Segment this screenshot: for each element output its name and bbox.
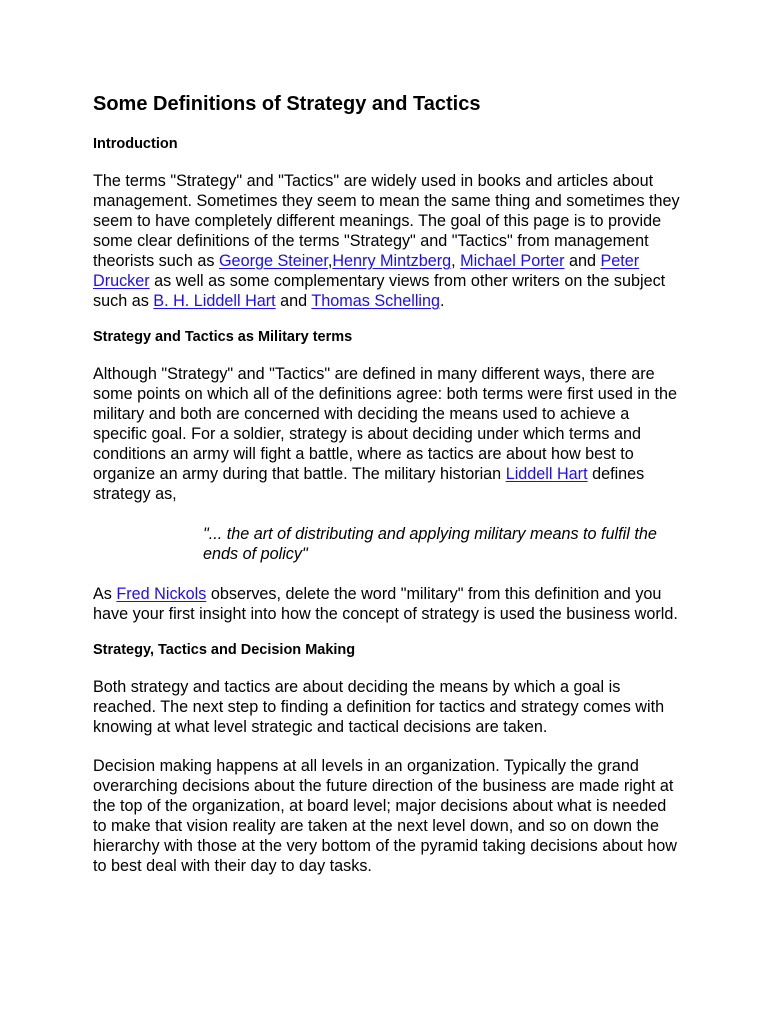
link-henry-mintzberg[interactable]: Henry Mintzberg [332,252,452,270]
liddell-hart-quote: "... the art of distributing and applying military means to fulfil the ends of policy" [203,525,657,563]
intro-paragraph [93,171,680,311]
heading-introduction: Introduction [93,136,178,152]
intro-text-2: and [564,252,601,270]
link-liddell-hart[interactable]: Liddell Hart [505,465,588,483]
link-michael-porter[interactable]: Michael Porter [460,252,565,270]
intro-sep-2: , [451,252,461,270]
link-fred-nickols[interactable]: Fred Nickols [116,585,207,603]
page-title: Some Definitions of Strategy and Tactics [93,93,481,115]
link-thomas-schelling[interactable]: Thomas Schelling [311,292,441,310]
intro-sep-1: , [327,252,333,270]
military-text-2: defines strategy as, [93,465,645,503]
military-paragraph [93,364,680,504]
nickols-paragraph [93,584,680,624]
link-peter-drucker[interactable]: Peter Drucker [93,252,640,290]
intro-text-4: and [275,292,312,310]
nickols-text-1: As [93,585,117,603]
link-george-steiner[interactable]: George Steiner [218,252,328,270]
decision-paragraph-1: Both strategy and tactics are about deciding the means by which a goal is reached. The next step to finding a definition for tactics and strategy comes with knowing at what level strategic and tactical decisions are taken. [93,678,665,736]
link-bh-liddell-hart[interactable]: B. H. Liddell Hart [153,292,276,310]
intro-text-5: . [440,292,445,310]
decision-paragraph-2: Decision making happens at all levels in an organization. Typically the grand overarching decisions about the future direction of the business are made right at the top of the organization, at board level; major decisions about what is needed to make that vision reality are taken at the next level down, and so on down the hierarchy with those at the very bottom of the pyramid taking decisions about how to best deal with their day to day tasks. [93,757,677,875]
heading-military-terms: Strategy and Tactics as Military terms [93,329,353,345]
military-text-1: Although "Strategy" and "Tactics" are defined in many different ways, there are some points on which all of the definitions agree: both terms were first used in the military and both are concerned with deciding the means used to achieve a specific goal. For a soldier, strategy is about deciding under which terms and conditions an army will fight a battle, where as tactics are about how best to organize an army during that battle. The military historian [93,365,677,483]
heading-decision-making: Strategy, Tactics and Decision Making [93,642,356,658]
nickols-text-2: observes, delete the word "military" from this definition and you have your first insight into how the concept of strategy is used the business world. [93,585,678,623]
intro-text-3: as well as some complementary views from other writers on the subject such as [93,272,666,310]
intro-text-1: The terms "Strategy" and "Tactics" are widely used in books and articles about management. Sometimes they seem to mean the same thing and sometimes they seem to have completely different meanings. The goal of this page is to provide some clear definitions of the terms "Strategy" and "Tactics" from management theorists such as [93,172,680,270]
